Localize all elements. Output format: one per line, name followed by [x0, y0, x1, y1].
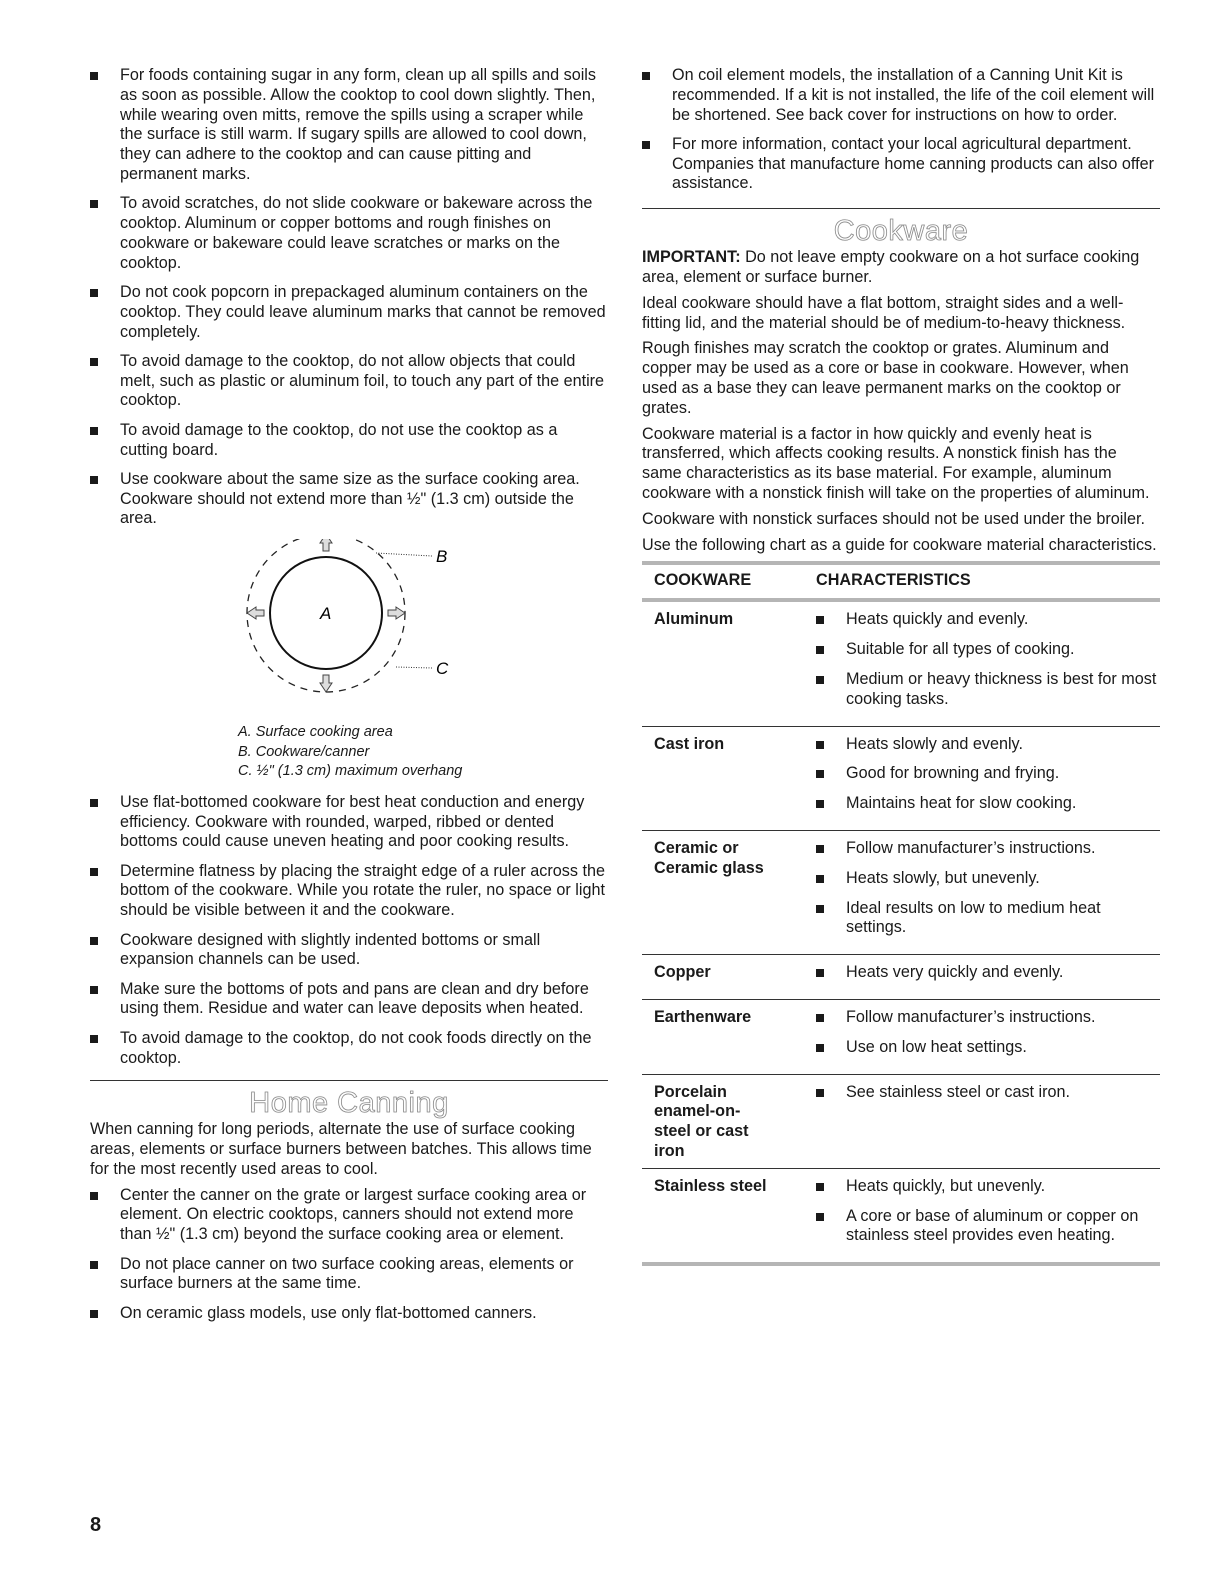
trait-item: Ideal results on low to medium heat settings.: [816, 899, 1160, 939]
list-item: Use cookware about the same size as the surface cooking area. Cookware should not extend more than ½" (1.3 cm) outside the area.: [90, 470, 608, 529]
material-cell: [642, 1000, 804, 1075]
traits-cell: [804, 831, 1160, 955]
table-row: [642, 1168, 1160, 1264]
left-column: [90, 66, 608, 1333]
material-cell: [642, 1074, 804, 1168]
trait-item: Follow manufacturer’s instructions.: [816, 839, 1160, 859]
material-cell: [642, 600, 804, 726]
list-item: Do not place canner on two surface cooking areas, elements or surface burners at the same time.: [90, 1255, 608, 1295]
label-c: C: [436, 658, 449, 678]
caption-a: A. Surface cooking area: [238, 723, 393, 740]
section-divider: [642, 208, 1160, 209]
material-cell: [642, 955, 804, 1000]
home-canning-list: [90, 1186, 608, 1324]
cooktop-care-list: [90, 66, 608, 529]
trait-item: Heats quickly, but unevenly.: [816, 1177, 1160, 1197]
trait-item: Follow manufacturer’s instructions.: [816, 1008, 1160, 1028]
trait-item: A core or base of aluminum or copper on stainless steel provides even heating.: [816, 1207, 1160, 1247]
list-item: On coil element models, the installation of a Canning Unit Kit is recommended. If a kit is not installed, the life of the coil element will be shortened. See back cover for instructions on how to order.: [642, 66, 1160, 125]
material-name: Cast iron: [654, 734, 725, 753]
trait-item: Heats very quickly and evenly.: [816, 963, 1160, 983]
material-name: Ceramic or Ceramic glass: [654, 839, 764, 877]
cookware-paragraph: Cookware material is a factor in how quickly and evenly heat is transferred, which affects cooking results. A nonstick finish has the same characteristics as its base material. For example, aluminum cookware with a nonstick finish will take on the properties of aluminum.: [642, 424, 1150, 503]
list-item: Use flat-bottomed cookware for best heat conduction and energy efficiency. Cookware with rounded, warped, ribbed or dented bottoms could cause uneven heating and poor cooking results.: [90, 793, 608, 852]
list-item: On ceramic glass models, use only flat-bottomed canners.: [90, 1304, 608, 1324]
material-cell: [642, 1168, 804, 1264]
table-row: [642, 726, 1160, 830]
traits-cell: [804, 1074, 1160, 1168]
list-item: To avoid damage to the cooktop, do not use the cooktop as a cutting board.: [90, 421, 608, 461]
table-row: [642, 1074, 1160, 1168]
caption-b: B. Cookware/canner: [238, 743, 370, 760]
page-number: 8: [90, 1514, 102, 1536]
trait-item: Heats slowly and evenly.: [816, 735, 1160, 755]
home-canning-title: Home Canning: [249, 1087, 449, 1120]
trait-item: Suitable for all types of cooking.: [816, 640, 1160, 660]
leader-b: [376, 553, 432, 556]
list-item: Determine flatness by placing the straight edge of a ruler across the bottom of the cookware. While you rotate the ruler, no space or light should be visible between it and the cookware.: [90, 862, 608, 921]
arrow-right-icon: [388, 607, 405, 619]
cookware-paragraph: Use the following chart as a guide for cookware material characteristics.: [642, 535, 1157, 554]
material-cell: [642, 831, 804, 955]
table-row: [642, 600, 1160, 726]
label-a: A: [320, 603, 332, 623]
header-characteristics: CHARACTERISTICS: [804, 563, 1160, 600]
cookware-characteristics-table: [642, 561, 1160, 1266]
trait-item: Heats quickly and evenly.: [816, 610, 1160, 630]
caption-c: C. ½" (1.3 cm) maximum overhang: [238, 763, 463, 780]
trait-item: Heats slowly, but unevenly.: [816, 869, 1160, 889]
traits-cell: [804, 1000, 1160, 1075]
important-label: IMPORTANT:: [642, 248, 741, 267]
material-cell: [642, 726, 804, 830]
traits-cell: [804, 955, 1160, 1000]
important-text: Do not leave empty cookware on a hot surface cooking area, element or surface burner.: [642, 248, 1140, 287]
label-b: B: [436, 546, 448, 566]
right-column: [642, 66, 1160, 1266]
arrow-left-icon: [247, 607, 264, 619]
table-row: [642, 1000, 1160, 1075]
material-name: Stainless steel: [654, 1176, 767, 1195]
arrow-up-icon: [320, 539, 332, 551]
cookware-paragraph: Cookware with nonstick surfaces should not be used under the broiler.: [642, 509, 1145, 528]
trait-item: Medium or heavy thickness is best for most cooking tasks.: [816, 670, 1160, 710]
important-note: [642, 248, 1160, 288]
list-item: For more information, contact your local agricultural department. Companies that manufacture home canning products can also offer assistance.: [642, 135, 1160, 194]
traits-cell: [804, 1168, 1160, 1264]
canning-continued-list: [642, 66, 1160, 194]
traits-cell: [804, 726, 1160, 830]
list-item: Center the canner on the grate or largest surface cooking area or element. On electric cooktops, canners should not extend more than ½" (1.3 cm) beyond the surface cooking area or element.: [90, 1186, 608, 1245]
section-divider: [90, 1080, 608, 1081]
cookware-tips-list: [90, 793, 608, 1069]
list-item: To avoid scratches, do not slide cookware or bakeware across the cooktop. Aluminum or copper bottoms and rough finishes on cookware or bakeware could leave scratches or marks on the cooktop.: [90, 194, 608, 273]
trait-item: Use on low heat settings.: [816, 1038, 1160, 1058]
trait-item: See stainless steel or cast iron.: [816, 1083, 1160, 1103]
header-cookware: COOKWARE: [642, 563, 804, 600]
material-name: Earthenware: [654, 1008, 752, 1026]
material-name: Aluminum: [654, 610, 734, 629]
cookware-overhang-diagram: [90, 539, 608, 789]
list-item: To avoid damage to the cooktop, do not allow objects that could melt, such as plastic or aluminum foil, to touch any part of the entire cooktop.: [90, 352, 608, 411]
table-row: [642, 831, 1160, 955]
cookware-title: Cookware: [833, 215, 969, 248]
cookware-paragraph: Rough finishes may scratch the cooktop or grates. Aluminum and copper may be used as a core or base in cookware. However, when used as a base they can leave permanent marks on the cooktop or grates.: [642, 339, 1129, 417]
list-item: To avoid damage to the cooktop, do not cook foods directly on the cooktop.: [90, 1029, 608, 1069]
cookware-paragraph: Ideal cookware should have a flat bottom, straight sides and a well-fitting lid, and the material should be of medium-to-heavy thickness.: [642, 293, 1126, 332]
overhang-diagram-svg: [90, 539, 608, 723]
table-row: [642, 955, 1160, 1000]
arrow-down-icon: [320, 675, 332, 692]
list-item: Do not cook popcorn in prepackaged aluminum containers on the cooktop. They could leave aluminum marks that cannot be removed completely.: [90, 283, 608, 342]
home-canning-intro: When canning for long periods, alternate the use of surface cooking areas, elements or surface burners between batches. This allows time for the most recently used areas to cool.: [90, 1120, 592, 1178]
trait-item: Good for browning and frying.: [816, 764, 1160, 784]
material-name: Porcelain enamel-on-steel or cast iron: [654, 1082, 749, 1160]
leader-c: [396, 667, 432, 668]
traits-cell: [804, 600, 1160, 726]
list-item: For foods containing sugar in any form, clean up all spills and soils as soon as possible. Allow the cooktop to cool down slightly. Then, while wearing oven mitts, remove the spills using a scraper while the surface is still warm. If sugary spills are allowed to cool down, they can adhere to the cooktop and can cause pitting and permanent marks.: [90, 66, 608, 185]
trait-item: Maintains heat for slow cooking.: [816, 794, 1160, 814]
figure-captions: [238, 723, 462, 782]
list-item: Make sure the bottoms of pots and pans are clean and dry before using them. Residue and water can leave deposits when heated.: [90, 980, 608, 1020]
table-header-row: [642, 563, 1160, 600]
list-item: Cookware designed with slightly indented bottoms or small expansion channels can be used.: [90, 931, 608, 971]
material-name: Copper: [654, 963, 711, 982]
